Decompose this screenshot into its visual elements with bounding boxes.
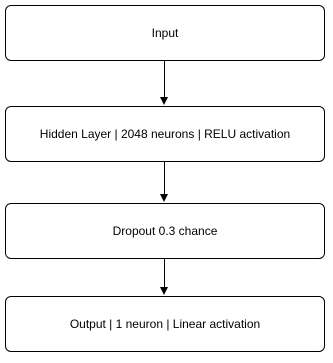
hidden-layer-node-label: Hidden Layer | 2048 neurons | RELU activation <box>39 127 291 141</box>
input-node <box>5 5 325 61</box>
arrow-down-icon <box>160 194 168 202</box>
arrow-down-icon <box>160 287 168 295</box>
dropout-node <box>5 203 325 259</box>
arrow-hidden-to-dropout <box>163 162 166 202</box>
arrow-shaft <box>164 259 165 288</box>
arrow-shaft <box>164 61 165 98</box>
dropout-node-label: Dropout 0.3 chance <box>112 224 218 238</box>
input-node-label: Input <box>151 26 179 40</box>
arrow-input-to-hidden <box>163 61 166 105</box>
hidden-layer-node <box>5 106 325 162</box>
output-node <box>5 296 325 352</box>
arrow-shaft <box>164 162 165 195</box>
arrow-down-icon <box>160 97 168 105</box>
output-node-label: Output | 1 neuron | Linear activation <box>69 317 261 331</box>
arrow-dropout-to-output <box>163 259 166 295</box>
